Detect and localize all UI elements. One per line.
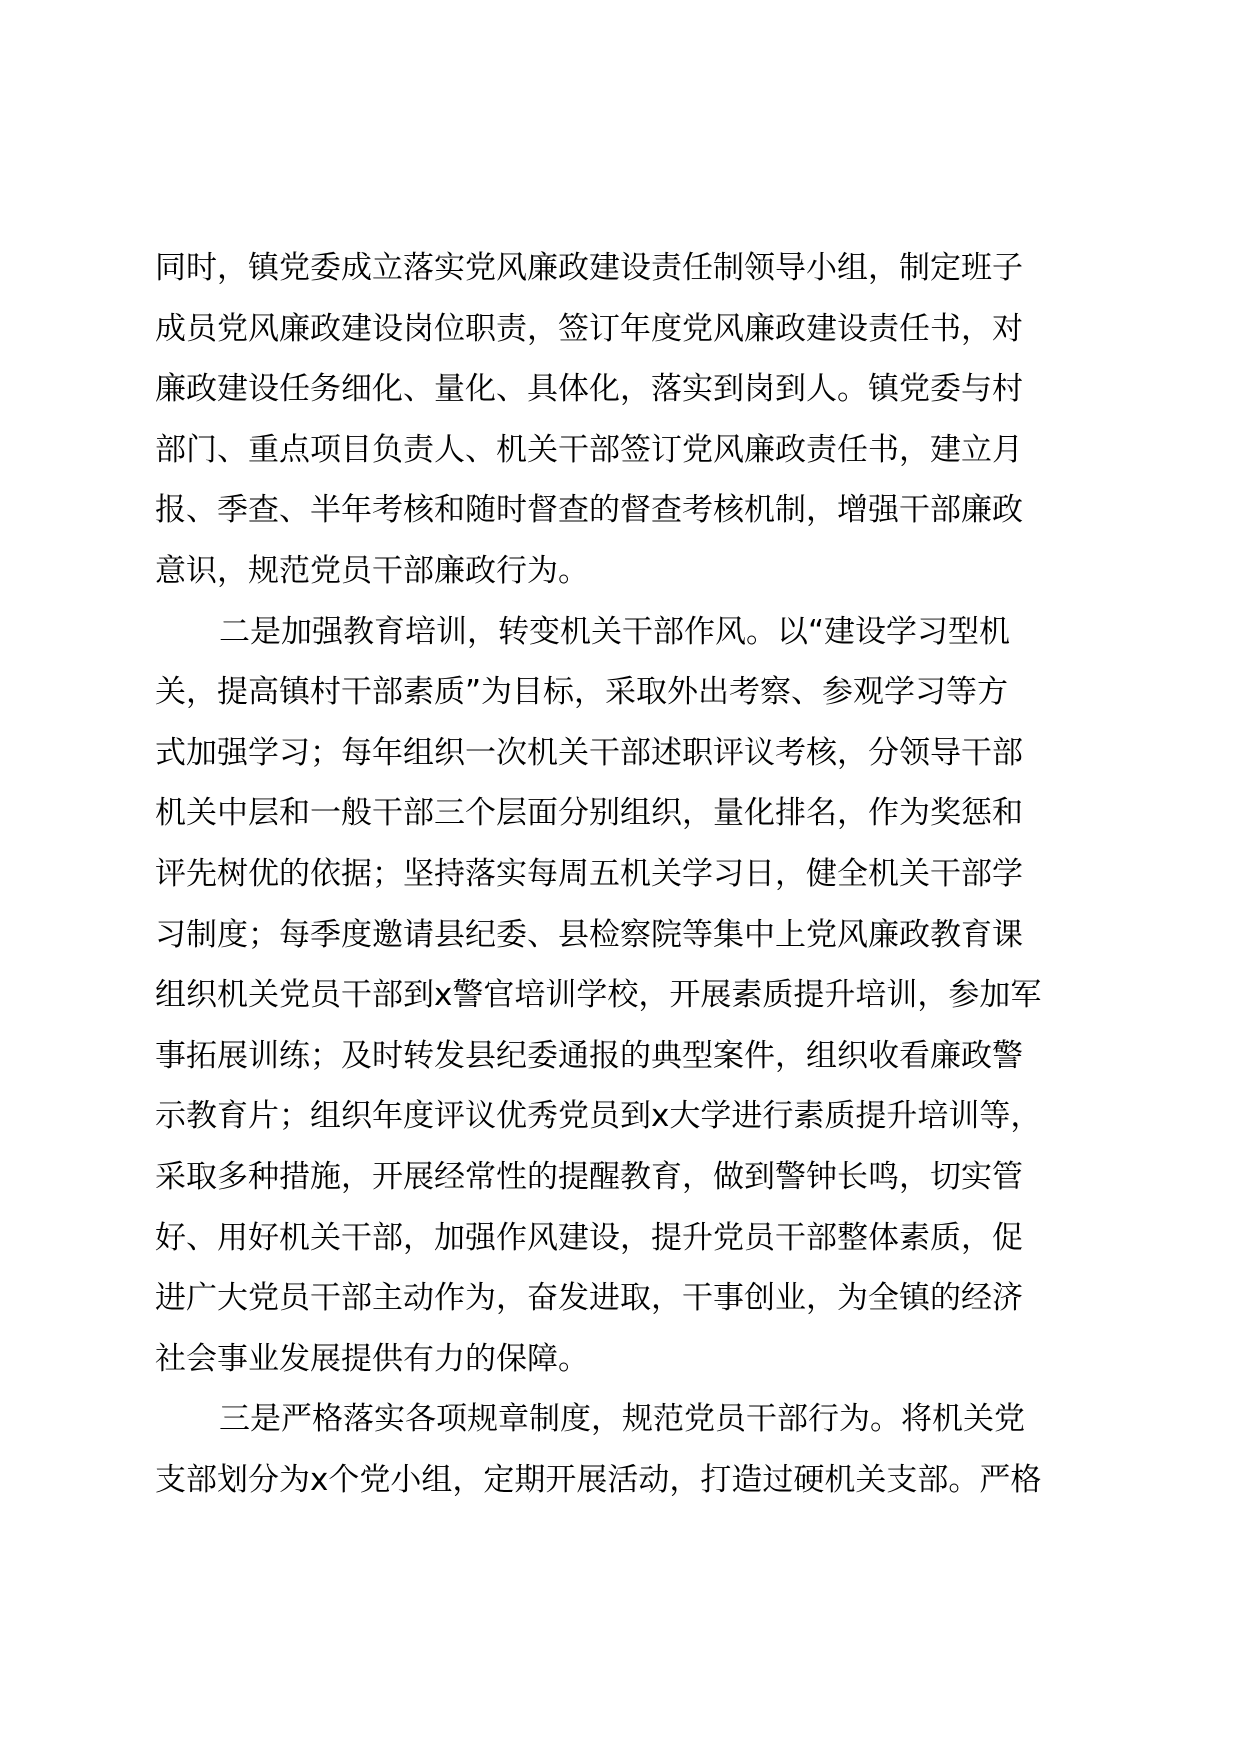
text-line: 好、用好机关干部，加强作风建设，提升党员干部整体素质，促 bbox=[155, 1219, 1023, 1256]
text-line: 同时，镇党委成立落实党风廉政建设责任制领导小组，制定班子 bbox=[155, 250, 1023, 286]
text-line: 关，提高镇村干部素质”为目标，采取外出考察、参观学习等方 bbox=[155, 674, 1009, 711]
text-line: 报、季查、半年考核和随时督查的督查考核机制，增强干部廉政 bbox=[155, 492, 1023, 529]
text-line: 示教育片；组织年度评议优秀党员到x大学进行素质提升培训等， bbox=[155, 1098, 1042, 1135]
text-line: 习制度；每季度邀请县纪委、县检察院等集中上党风廉政教育课 bbox=[155, 916, 1023, 953]
text-line: 社会事业发展提供有力的保障。 bbox=[155, 1340, 589, 1377]
paragraph bbox=[155, 1389, 1099, 1510]
text-line: 意识，规范党员干部廉政行为。 bbox=[155, 552, 589, 589]
text-line: 二是加强教育培训，转变机关干部作风。以“建设学习型机 bbox=[219, 613, 1011, 650]
text-line: 式加强学习；每年组织一次机关干部述职评议考核，分领导干部 bbox=[155, 734, 1023, 771]
text-line: 进广大党员干部主动作为，奋发进取，干事创业，为全镇的经济 bbox=[155, 1280, 1023, 1317]
document-body bbox=[155, 238, 1099, 1510]
text-line: 部门、重点项目负责人、机关干部签订党风廉政责任书，建立月 bbox=[155, 431, 1023, 468]
text-line: 机关中层和一般干部三个层面分别组织，量化排名，作为奖惩和 bbox=[155, 795, 1023, 832]
text-line: 组织机关党员干部到x警官培训学校，开展素质提升培训，参加军 bbox=[155, 977, 1042, 1014]
paragraph bbox=[155, 238, 1099, 602]
text-line: 成员党风廉政建设岗位职责，签订年度党风廉政建设责任书，对 bbox=[155, 310, 1023, 347]
paragraph bbox=[155, 602, 1099, 1390]
text-line: 廉政建设任务细化、量化、具体化，落实到岗到人。镇党委与村 bbox=[155, 371, 1023, 408]
text-line: 采取多种措施，开展经常性的提醒教育，做到警钟长鸣，切实管 bbox=[155, 1158, 1023, 1195]
text-line: 支部划分为x个党小组，定期开展活动，打造过硬机关支部。严格 bbox=[155, 1461, 1042, 1498]
text-line: 事拓展训练；及时转发县纪委通报的典型案件，组织收看廉政警 bbox=[155, 1037, 1023, 1074]
text-line: 评先树优的依据；坚持落实每周五机关学习日，健全机关干部学 bbox=[155, 855, 1023, 892]
text-line: 三是严格落实各项规章制度，规范党员干部行为。将机关党 bbox=[219, 1401, 1025, 1438]
